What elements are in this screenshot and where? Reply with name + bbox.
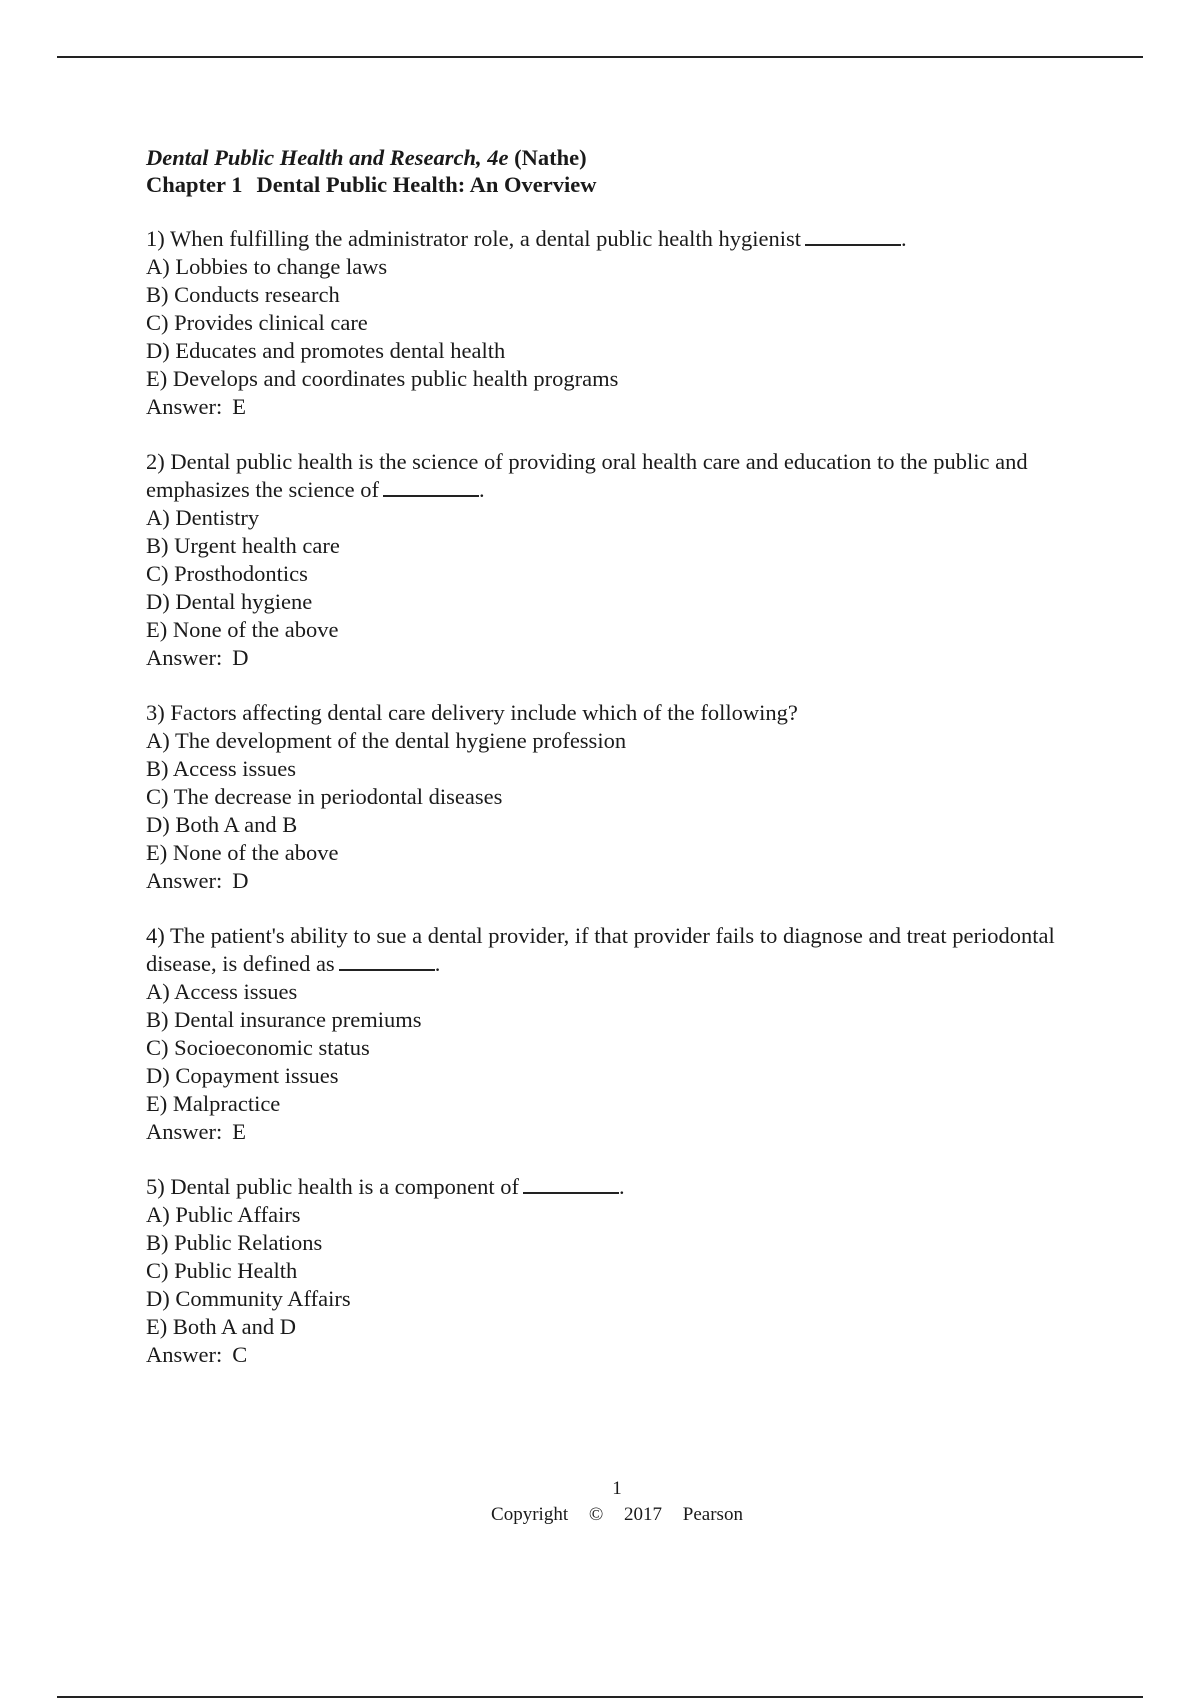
option-b: B) Public Relations (146, 1230, 323, 1255)
question-list (146, 225, 1066, 1369)
option-c: C) Public Health (146, 1258, 298, 1283)
copyright-line (0, 1502, 1200, 1528)
option-a: A) Public Affairs (146, 1202, 301, 1227)
option-c: C) Provides clinical care (146, 310, 368, 335)
option-a: A) The development of the dental hygiene profession (146, 728, 627, 753)
answer-line: Answer: D (146, 868, 249, 893)
answer-line: Answer: C (146, 1342, 248, 1367)
option-a: A) Dentistry (146, 505, 260, 530)
question-stem: 4) The patient's ability to sue a dental provider, if that provider fails to diagnose and treat periodontal disease, is defined as . (146, 923, 1055, 976)
option-e: E) Both A and D (146, 1314, 296, 1339)
question-stem: 2) Dental public health is the science of providing oral health care and education to the public and emphasizes the science of . (146, 449, 1028, 502)
question-4 (146, 922, 1066, 1146)
copyright-word: Copyright (491, 1504, 569, 1525)
bottom-rule (57, 1696, 1143, 1698)
answer-blank (339, 953, 435, 971)
chapter-number: Chapter 1 (146, 172, 243, 197)
option-a: A) Lobbies to change laws (146, 254, 388, 279)
question-5 (146, 1173, 1066, 1369)
book-title: Dental Public Health and Research, 4e (146, 145, 509, 170)
copyright-year: 2017 (624, 1504, 663, 1525)
book-title-line (146, 144, 1066, 171)
answer-blank (805, 228, 901, 246)
option-e: E) Malpractice (146, 1091, 281, 1116)
book-author: (Nathe) (514, 145, 587, 170)
answer-line: Answer: D (146, 645, 249, 670)
option-b: B) Urgent health care (146, 533, 340, 558)
page-number: 1 (612, 1478, 622, 1499)
option-e: E) None of the above (146, 617, 339, 642)
question-1 (146, 225, 1066, 421)
question-2 (146, 448, 1066, 672)
option-c: C) Socioeconomic status (146, 1035, 370, 1060)
top-rule (57, 56, 1143, 58)
question-stem: 3) Factors affecting dental care delivery include which of the following? (146, 700, 798, 725)
option-d: D) Copayment issues (146, 1063, 339, 1088)
answer-value: D (232, 868, 249, 893)
copyright-symbol: © (588, 1504, 604, 1525)
answer-value: E (232, 1119, 246, 1144)
answer-blank (523, 1176, 619, 1194)
publisher-name: Pearson (682, 1504, 743, 1525)
question-stem: 5) Dental public health is a component of . (146, 1174, 625, 1199)
option-d: D) Both A and B (146, 812, 298, 837)
answer-value: D (232, 645, 249, 670)
answer-value: E (232, 394, 246, 419)
chapter-title: Dental Public Health: An Overview (256, 172, 597, 197)
answer-blank (383, 479, 479, 497)
option-b: B) Dental insurance premiums (146, 1007, 422, 1032)
answer-line: Answer: E (146, 1119, 246, 1144)
option-c: C) The decrease in periodontal diseases (146, 784, 503, 809)
option-a: A) Access issues (146, 979, 298, 1004)
document-body (146, 144, 1066, 1396)
option-d: D) Dental hygiene (146, 589, 313, 614)
option-b: B) Conducts research (146, 282, 340, 307)
answer-value: C (232, 1342, 248, 1367)
option-d: D) Community Affairs (146, 1286, 351, 1311)
option-d: D) Educates and promotes dental health (146, 338, 506, 363)
option-e: E) None of the above (146, 840, 339, 865)
chapter-heading (146, 171, 1066, 198)
option-e: E) Develops and coordinates public health programs (146, 366, 619, 391)
answer-line: Answer: E (146, 394, 246, 419)
question-stem: 1) When fulfilling the administrator role, a dental public health hygienist . (146, 226, 907, 251)
question-3 (146, 699, 1066, 895)
option-c: C) Prosthodontics (146, 561, 308, 586)
option-b: B) Access issues (146, 756, 296, 781)
